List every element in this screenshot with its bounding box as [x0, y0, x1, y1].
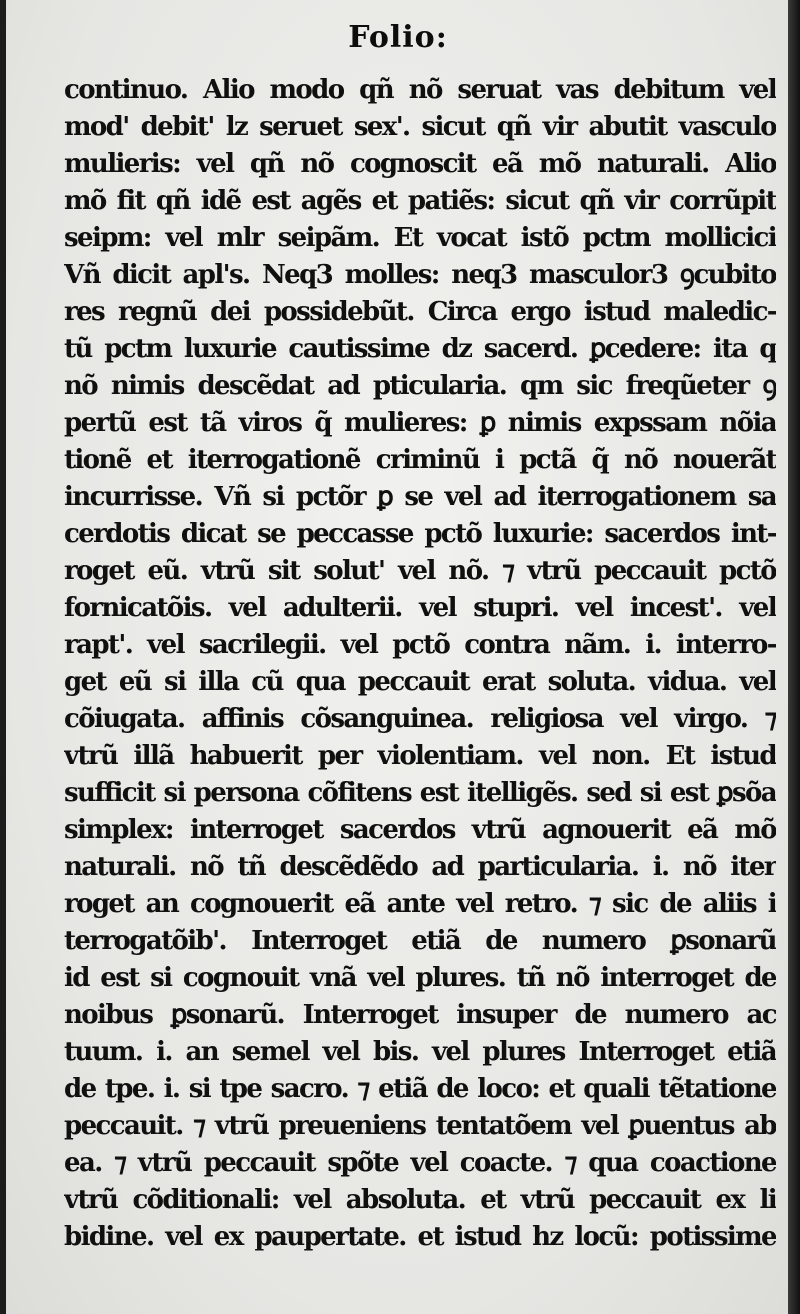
text-line: pertũ est tã viros q̃ mulieres: ꝑ nimis expssam nõia [64, 408, 776, 438]
text-line: mõ fit qñ idẽ est agẽs et patiẽs: sicut qñ vir corrũpit [64, 186, 776, 216]
text-line: get eũ si illa cũ qua peccauit erat soluta. vidua. vel [64, 667, 776, 697]
text-line: roget an cognouerit eã ante vel retro. ⁊ sic de aliis i [64, 889, 776, 919]
text-line: noibus ꝑsonarũ. Interroget insuper de numero ac [64, 1000, 776, 1030]
text-line: tũ pctm luxurie cautissime dz sacerd. ꝑcedere: ita q [64, 334, 776, 364]
text-line: de tpe. i. si tpe sacro. ⁊ etiã de loco: et quali tẽtatione [64, 1074, 776, 1104]
text-line: rapt'. vel sacrilegii. vel pctõ contra nãm. i. interro- [64, 630, 776, 660]
scan-edge [788, 0, 800, 1314]
text-line: ea. ⁊ vtrũ peccauit spõte vel coacte. ⁊ qua coactione [64, 1148, 776, 1178]
text-line: cerdotis dicat se peccasse pctõ luxurie: sacerdos int- [64, 519, 776, 549]
text-line: sufficit si persona cõfitens est itelligẽs. sed si est ꝑsõa [64, 778, 776, 808]
text-line: id est si cognouit vnã vel plures. tñ nõ interroget de [64, 963, 776, 993]
text-line: incurrisse. Vñ si pctõr ꝑ se vel ad iterrogationem sa [64, 482, 776, 512]
body-text [64, 72, 776, 1256]
text-line: vtrũ illã habuerit per violentiam. vel non. Et istud [64, 741, 776, 771]
text-line: nõ nimis descẽdat ad pticularia. qm sic freqũeter ꝯ [64, 371, 776, 401]
text-line: tionẽ et iterrogationẽ criminũ i pctã q̃ nõ nouerãt [64, 445, 776, 475]
text-line: terrogatõib'. Interroget etiã de numero ꝑsonarũ [64, 926, 776, 956]
text-line: seipm: vel mlr seipãm. Et vocat istõ pctm mollicici [64, 223, 776, 253]
folio-header: Folio: [348, 20, 448, 55]
text-line: naturali. nõ tñ descẽdẽdo ad particularia. i. nõ iter [64, 852, 776, 882]
text-line: tuum. i. an semel vel bis. vel plures Interroget etiã [64, 1037, 776, 1067]
text-line: simplex: interroget sacerdos vtrũ agnouerit eã mõ [64, 815, 776, 845]
text-line: mulieris: vel qñ nõ cognoscit eã mõ naturali. Alio [64, 149, 776, 179]
text-line: vtrũ cõditionali: vel absoluta. et vtrũ peccauit ex li [64, 1185, 776, 1215]
text-line: roget eũ. vtrũ sit solut' vel nõ. ⁊ vtrũ peccauit pctõ [64, 556, 776, 586]
text-line: peccauit. ⁊ vtrũ preueniens tentatõem vel ꝑuentus ab [64, 1111, 776, 1141]
text-line: res regnũ dei possidebũt. Circa ergo istud maledic- [64, 297, 776, 327]
book-page [6, 0, 790, 1314]
text-line: fornicatõis. vel adulterii. vel stupri. vel incest'. vel [64, 593, 776, 623]
text-line: bidine. vel ex paupertate. et istud hz locũ: potissime [64, 1222, 776, 1252]
text-line: Vñ dicit apl's. Neq3 molles: neq3 masculor3 ꝯcubito [64, 260, 776, 290]
text-line: continuo. Alio modo qñ nõ seruat vas debitum vel [64, 75, 776, 105]
text-line: mod' debit' lz seruet sex'. sicut qñ vir abutit vasculo [64, 112, 776, 142]
text-line: cõiugata. affinis cõsanguinea. religiosa vel virgo. ⁊ [64, 704, 776, 734]
